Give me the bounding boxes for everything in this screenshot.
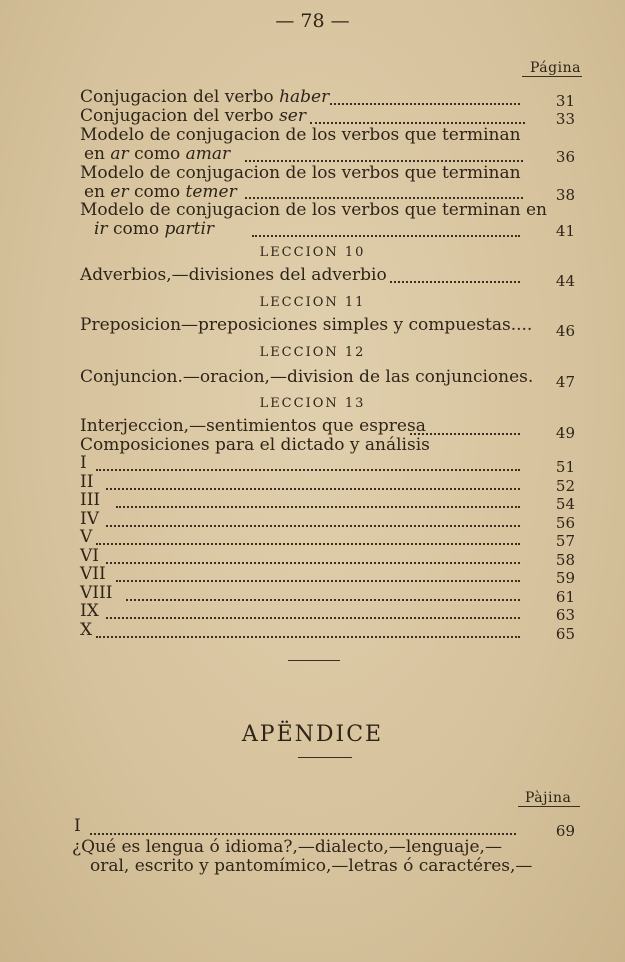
roman-entry-numeral: IV — [80, 508, 99, 529]
entry-italic: ir — [94, 219, 108, 239]
toc-entry-adverbios: Adverbios,—divisiones del adverbio — [80, 265, 387, 285]
page-ref: 44 — [555, 272, 575, 290]
leader-dots — [96, 467, 520, 471]
appendix-entry-numeral: I — [74, 816, 81, 836]
leader-dots — [252, 233, 520, 237]
page-ref: 36 — [555, 148, 575, 166]
page-ref: 69 — [555, 822, 575, 840]
roman-entry-numeral: V — [80, 527, 93, 547]
entry-italic: haber — [279, 87, 330, 107]
lesson-heading-13: LECCION 13 — [259, 396, 366, 411]
leader-dots — [310, 120, 525, 124]
roman-entry-numeral: VI — [80, 545, 99, 566]
entry-text: como — [128, 144, 186, 164]
leader-dots — [116, 504, 520, 508]
leader-dots — [245, 195, 523, 199]
roman-entry-numeral: VIII — [80, 582, 113, 603]
leader-dots — [106, 560, 520, 564]
page-ref: 33 — [555, 110, 575, 128]
page-ref: 38 — [555, 186, 575, 204]
page-ref: 63 — [555, 606, 575, 624]
appendix-text-line1: ¿Qué es lengua ó idioma?,—dialecto,—lenguaje,— — [72, 837, 502, 857]
entry-italic: ser — [279, 106, 306, 126]
entry-text: como — [128, 182, 186, 202]
entry-italic: ar — [110, 144, 129, 164]
page-ref: 56 — [555, 513, 575, 532]
entry-italic: partir — [164, 219, 215, 239]
leader-dots — [245, 158, 523, 162]
page-ref: 47 — [555, 373, 575, 391]
toc-entry-interjeccion: Interjeccion,—sentimientos que espresa — [80, 416, 426, 436]
leader-dots — [106, 523, 520, 527]
leader-dots — [330, 101, 520, 105]
section-divider — [288, 660, 340, 661]
page-ref: 57 — [555, 532, 575, 550]
page-ref: 54 — [555, 495, 575, 513]
appendix-header-rule — [518, 806, 580, 807]
entry-line1: Modelo de conjugacion de los verbos que terminan en — [80, 200, 547, 220]
entry-text: como — [107, 219, 165, 239]
entry-italic: er — [110, 182, 129, 202]
entry-line1: Modelo de conjugacion de los verbos que terminan — [80, 163, 521, 183]
page-ref: 49 — [555, 424, 575, 442]
lesson-heading-11: LECCION 11 — [259, 295, 366, 310]
column-header-rule — [522, 76, 582, 77]
roman-entry-numeral: X — [80, 619, 93, 640]
entry-text: Conjugacion del verbo — [80, 87, 280, 107]
entry-italic: temer — [185, 182, 237, 202]
toc-entry-composiciones: Composiciones para el dictado y análisis — [80, 435, 430, 455]
entry-italic: amar — [185, 144, 231, 164]
leader-dots — [116, 578, 520, 582]
column-header: Página — [530, 60, 581, 76]
page-ref: 61 — [555, 587, 575, 606]
leader-dots — [126, 597, 520, 601]
leader-dots — [96, 634, 520, 638]
leader-dots — [106, 615, 520, 619]
leader-dots — [390, 279, 520, 283]
page-ref: 51 — [555, 458, 575, 476]
leader-dots — [106, 486, 520, 490]
page-ref: 41 — [555, 222, 575, 240]
page-ref: 58 — [555, 550, 575, 569]
entry-line1: Modelo de conjugacion de los verbos que terminan — [80, 125, 521, 145]
page-number: — 78 — — [275, 10, 350, 32]
entry-text: en — [84, 144, 111, 164]
roman-entry-numeral: I — [80, 453, 87, 473]
page-ref: 52 — [555, 476, 575, 495]
toc-entry-preposicion: Preposicion—preposiciones simples y compuestas.... — [80, 315, 533, 335]
entry-text: en — [84, 182, 111, 202]
lesson-heading-10: LECCION 10 — [259, 245, 366, 260]
page-ref: 46 — [555, 322, 575, 340]
leader-dots — [90, 831, 516, 835]
appendix-title: APËNDICE — [241, 722, 384, 747]
page-ref: 31 — [555, 92, 575, 110]
roman-entry-numeral: IX — [80, 601, 99, 621]
roman-entry-numeral: II — [80, 471, 94, 492]
appendix-text-line2: oral, escrito y pantomímico,—letras ó caractéres,— — [90, 856, 533, 876]
leader-dots — [96, 541, 520, 545]
lesson-heading-12: LECCION 12 — [259, 345, 366, 360]
roman-entry-numeral: VII — [80, 564, 106, 584]
page-ref: 59 — [555, 569, 575, 587]
roman-entry-numeral: III — [80, 490, 101, 510]
appendix-title-rule — [298, 757, 352, 758]
page-ref: 65 — [555, 624, 575, 643]
appendix-column-header: Pàjina — [525, 790, 572, 806]
toc-entry-conjuncion: Conjuncion.—oracion,—division de las conjunciones. — [80, 367, 534, 387]
entry-text: Conjugacion del verbo — [80, 106, 280, 126]
